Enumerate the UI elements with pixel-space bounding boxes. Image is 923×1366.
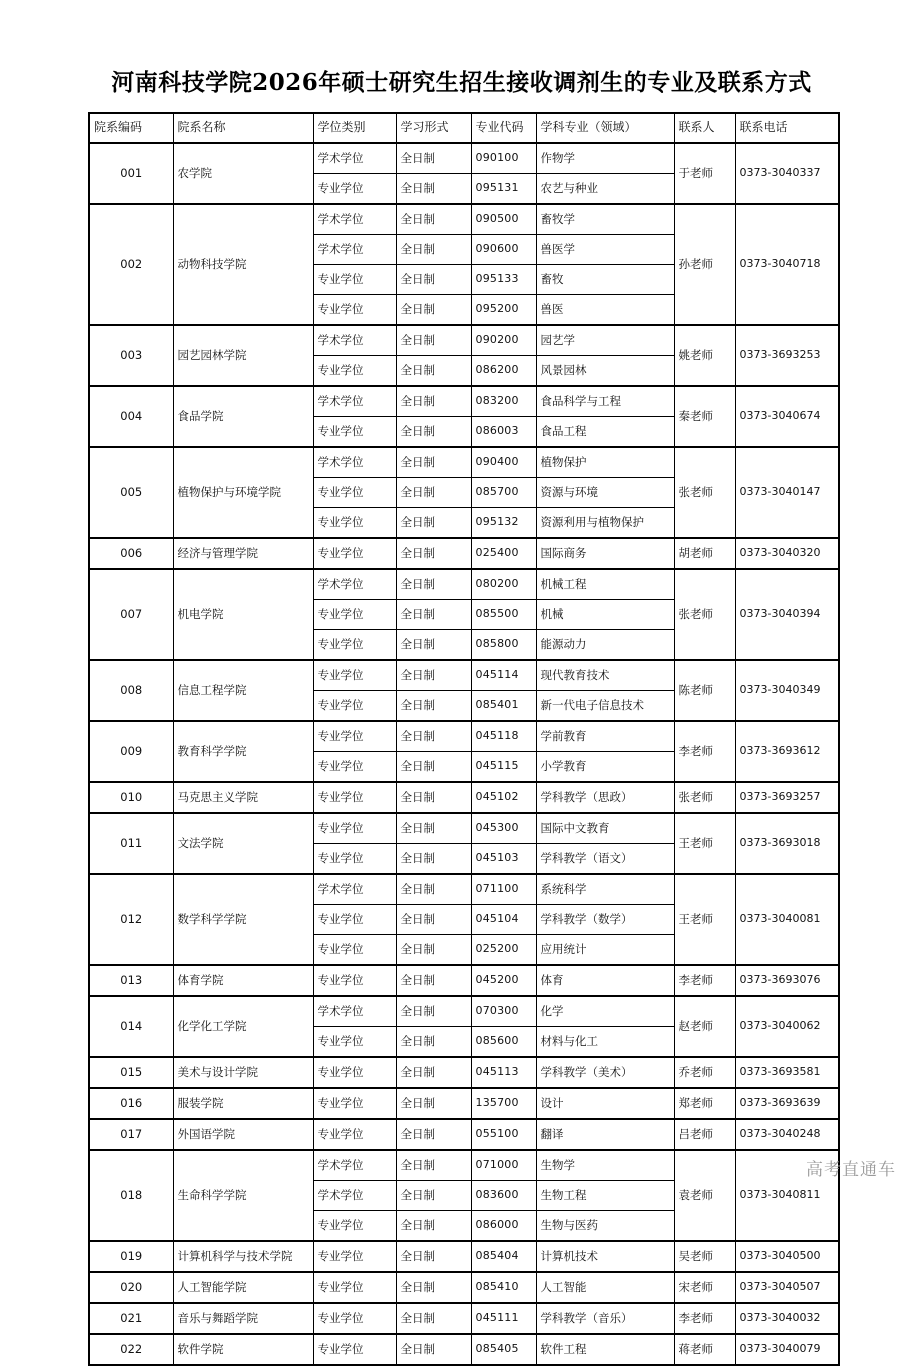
cell-contact-person: 郑老师 (674, 1088, 735, 1119)
cell-department-code: 019 (89, 1241, 173, 1272)
cell-field: 植物保护 (536, 447, 674, 478)
cell-major-code: 095131 (471, 174, 536, 205)
cell-department-name: 音乐与舞蹈学院 (173, 1303, 313, 1334)
cell-major-code: 090500 (471, 204, 536, 235)
cell-department-code: 016 (89, 1088, 173, 1119)
table-row (89, 204, 839, 235)
cell-major-code: 086200 (471, 356, 536, 387)
cell-degree-type: 专业学位 (313, 813, 396, 844)
cell-degree-type: 专业学位 (313, 1272, 396, 1303)
cell-study-form: 全日制 (396, 1303, 471, 1334)
cell-contact-phone: 0373-3040032 (735, 1303, 839, 1334)
cell-study-form: 全日制 (396, 356, 471, 387)
cell-contact-person: 孙老师 (674, 204, 735, 325)
table-body (89, 143, 839, 1365)
cell-study-form: 全日制 (396, 1150, 471, 1181)
cell-major-code: 085700 (471, 478, 536, 508)
table-row (89, 325, 839, 356)
cell-degree-type: 专业学位 (313, 721, 396, 752)
cell-degree-type: 学术学位 (313, 386, 396, 417)
cell-field: 体育 (536, 965, 674, 996)
table-row (89, 569, 839, 600)
column-header-code: 院系编码 (89, 113, 173, 143)
cell-contact-person: 吕老师 (674, 1119, 735, 1150)
cell-department-name: 人工智能学院 (173, 1272, 313, 1303)
table-row (89, 813, 839, 844)
cell-contact-person: 李老师 (674, 1303, 735, 1334)
cell-field: 畜牧学 (536, 204, 674, 235)
cell-degree-type: 专业学位 (313, 965, 396, 996)
cell-contact-phone: 0373-3040674 (735, 386, 839, 447)
cell-department-name: 食品学院 (173, 386, 313, 447)
cell-contact-person: 王老师 (674, 813, 735, 874)
table-row (89, 1119, 839, 1150)
cell-study-form: 全日制 (396, 1088, 471, 1119)
cell-field: 学科教学（美术） (536, 1057, 674, 1088)
cell-department-code: 018 (89, 1150, 173, 1241)
cell-contact-person: 吴老师 (674, 1241, 735, 1272)
cell-major-code: 085405 (471, 1334, 536, 1365)
column-header-contact: 联系人 (674, 113, 735, 143)
cell-degree-type: 专业学位 (313, 1119, 396, 1150)
cell-department-name: 植物保护与环境学院 (173, 447, 313, 538)
cell-study-form: 全日制 (396, 235, 471, 265)
cell-study-form: 全日制 (396, 935, 471, 966)
cell-degree-type: 专业学位 (313, 1057, 396, 1088)
cell-contact-person: 秦老师 (674, 386, 735, 447)
cell-department-name: 文法学院 (173, 813, 313, 874)
table-row (89, 1150, 839, 1181)
cell-degree-type: 专业学位 (313, 356, 396, 387)
cell-degree-type: 专业学位 (313, 691, 396, 722)
table-row (89, 1334, 839, 1365)
cell-degree-type: 专业学位 (313, 295, 396, 326)
cell-study-form: 全日制 (396, 508, 471, 539)
table-header-row (89, 113, 839, 143)
cell-degree-type: 学术学位 (313, 143, 396, 174)
cell-field: 现代教育技术 (536, 660, 674, 691)
cell-department-code: 012 (89, 874, 173, 965)
cell-contact-phone: 0373-3040811 (735, 1150, 839, 1241)
cell-major-code: 090600 (471, 235, 536, 265)
page-title: 河南科技学院2026年硕士研究生招生接收调剂生的专业及联系方式 (111, 69, 812, 96)
cell-field: 计算机技术 (536, 1241, 674, 1272)
table-row (89, 1088, 839, 1119)
table-row (89, 538, 839, 569)
cell-study-form: 全日制 (396, 844, 471, 875)
cell-major-code: 071100 (471, 874, 536, 905)
cell-contact-phone: 0373-3040147 (735, 447, 839, 538)
cell-department-name: 计算机科学与技术学院 (173, 1241, 313, 1272)
cell-degree-type: 专业学位 (313, 1211, 396, 1242)
cell-field: 学科教学（思政） (536, 782, 674, 813)
cell-major-code: 070300 (471, 996, 536, 1027)
cell-field: 应用统计 (536, 935, 674, 966)
cell-department-name: 生命科学学院 (173, 1150, 313, 1241)
cell-field: 学科教学（语文） (536, 844, 674, 875)
cell-contact-phone: 0373-3693612 (735, 721, 839, 782)
cell-major-code: 095200 (471, 295, 536, 326)
cell-major-code: 055100 (471, 1119, 536, 1150)
cell-study-form: 全日制 (396, 1181, 471, 1211)
cell-department-name: 美术与设计学院 (173, 1057, 313, 1088)
cell-major-code: 083600 (471, 1181, 536, 1211)
column-header-study-form: 学习形式 (396, 113, 471, 143)
cell-department-name: 机电学院 (173, 569, 313, 660)
cell-department-code: 002 (89, 204, 173, 325)
column-header-degree-type: 学位类别 (313, 113, 396, 143)
table-row (89, 447, 839, 478)
cell-contact-person: 胡老师 (674, 538, 735, 569)
cell-study-form: 全日制 (396, 478, 471, 508)
cell-major-code: 045300 (471, 813, 536, 844)
table-row (89, 1303, 839, 1334)
cell-degree-type: 专业学位 (313, 508, 396, 539)
cell-degree-type: 学术学位 (313, 235, 396, 265)
cell-major-code: 025400 (471, 538, 536, 569)
cell-department-name: 教育科学学院 (173, 721, 313, 782)
table-row (89, 660, 839, 691)
cell-department-code: 020 (89, 1272, 173, 1303)
cell-contact-phone: 0373-3040320 (735, 538, 839, 569)
cell-study-form: 全日制 (396, 1057, 471, 1088)
cell-degree-type: 专业学位 (313, 1241, 396, 1272)
cell-department-code: 008 (89, 660, 173, 721)
cell-department-code: 022 (89, 1334, 173, 1365)
cell-major-code: 086000 (471, 1211, 536, 1242)
cell-field: 国际商务 (536, 538, 674, 569)
cell-degree-type: 专业学位 (313, 782, 396, 813)
cell-contact-phone: 0373-3040079 (735, 1334, 839, 1365)
cell-field: 学科教学（数学） (536, 905, 674, 935)
cell-field: 软件工程 (536, 1334, 674, 1365)
cell-contact-person: 陈老师 (674, 660, 735, 721)
cell-contact-phone: 0373-3693639 (735, 1088, 839, 1119)
cell-study-form: 全日制 (396, 569, 471, 600)
cell-major-code: 083200 (471, 386, 536, 417)
cell-contact-phone: 0373-3040507 (735, 1272, 839, 1303)
cell-department-name: 化学化工学院 (173, 996, 313, 1057)
cell-study-form: 全日制 (396, 996, 471, 1027)
cell-department-code: 011 (89, 813, 173, 874)
cell-contact-phone: 0373-3693018 (735, 813, 839, 874)
table-row (89, 782, 839, 813)
cell-field: 学科教学（音乐） (536, 1303, 674, 1334)
cell-contact-person: 于老师 (674, 143, 735, 204)
cell-contact-person: 袁老师 (674, 1150, 735, 1241)
cell-department-name: 园艺园林学院 (173, 325, 313, 386)
cell-study-form: 全日制 (396, 874, 471, 905)
cell-department-name: 服装学院 (173, 1088, 313, 1119)
cell-study-form: 全日制 (396, 721, 471, 752)
cell-field: 材料与化工 (536, 1027, 674, 1058)
cell-field: 食品科学与工程 (536, 386, 674, 417)
cell-field: 新一代电子信息技术 (536, 691, 674, 722)
table-row (89, 721, 839, 752)
cell-study-form: 全日制 (396, 965, 471, 996)
cell-field: 生物工程 (536, 1181, 674, 1211)
cell-field: 机械工程 (536, 569, 674, 600)
cell-degree-type: 专业学位 (313, 905, 396, 935)
cell-field: 食品工程 (536, 417, 674, 448)
cell-field: 小学教育 (536, 752, 674, 783)
cell-field: 园艺学 (536, 325, 674, 356)
cell-study-form: 全日制 (396, 1272, 471, 1303)
cell-degree-type: 专业学位 (313, 630, 396, 661)
cell-degree-type: 专业学位 (313, 174, 396, 205)
cell-contact-person: 张老师 (674, 447, 735, 538)
cell-study-form: 全日制 (396, 905, 471, 935)
cell-contact-person: 乔老师 (674, 1057, 735, 1088)
cell-study-form: 全日制 (396, 538, 471, 569)
cell-major-code: 085800 (471, 630, 536, 661)
cell-contact-person: 李老师 (674, 721, 735, 782)
cell-study-form: 全日制 (396, 325, 471, 356)
cell-degree-type: 学术学位 (313, 1181, 396, 1211)
cell-field: 风景园林 (536, 356, 674, 387)
cell-major-code: 045104 (471, 905, 536, 935)
table-row (89, 965, 839, 996)
cell-field: 作物学 (536, 143, 674, 174)
cell-degree-type: 学术学位 (313, 447, 396, 478)
cell-field: 人工智能 (536, 1272, 674, 1303)
cell-contact-phone: 0373-3040248 (735, 1119, 839, 1150)
cell-department-code: 013 (89, 965, 173, 996)
cell-field: 畜牧 (536, 265, 674, 295)
cell-department-code: 010 (89, 782, 173, 813)
cell-study-form: 全日制 (396, 1211, 471, 1242)
cell-contact-phone: 0373-3040500 (735, 1241, 839, 1272)
table-row (89, 386, 839, 417)
cell-study-form: 全日制 (396, 1241, 471, 1272)
cell-major-code: 095133 (471, 265, 536, 295)
cell-department-name: 农学院 (173, 143, 313, 204)
cell-major-code: 045114 (471, 660, 536, 691)
cell-contact-person: 赵老师 (674, 996, 735, 1057)
cell-department-name: 经济与管理学院 (173, 538, 313, 569)
cell-contact-phone: 0373-3693076 (735, 965, 839, 996)
cell-field: 系统科学 (536, 874, 674, 905)
cell-department-code: 006 (89, 538, 173, 569)
cell-major-code: 045111 (471, 1303, 536, 1334)
cell-department-code: 014 (89, 996, 173, 1057)
cell-department-name: 马克思主义学院 (173, 782, 313, 813)
cell-contact-phone: 0373-3040081 (735, 874, 839, 965)
cell-study-form: 全日制 (396, 600, 471, 630)
cell-field: 生物与医药 (536, 1211, 674, 1242)
cell-major-code: 090100 (471, 143, 536, 174)
admissions-table-container (88, 112, 838, 1366)
cell-degree-type: 专业学位 (313, 417, 396, 448)
cell-study-form: 全日制 (396, 295, 471, 326)
cell-major-code: 045103 (471, 844, 536, 875)
table-row (89, 1241, 839, 1272)
cell-major-code: 086003 (471, 417, 536, 448)
column-header-field: 学科专业（领域） (536, 113, 674, 143)
cell-department-name: 动物科技学院 (173, 204, 313, 325)
cell-major-code: 045118 (471, 721, 536, 752)
cell-study-form: 全日制 (396, 691, 471, 722)
cell-degree-type: 专业学位 (313, 1027, 396, 1058)
cell-department-code: 007 (89, 569, 173, 660)
column-header-phone: 联系电话 (735, 113, 839, 143)
table-row (89, 143, 839, 174)
cell-field: 资源与环境 (536, 478, 674, 508)
cell-department-code: 017 (89, 1119, 173, 1150)
cell-field: 设计 (536, 1088, 674, 1119)
cell-department-name: 信息工程学院 (173, 660, 313, 721)
cell-study-form: 全日制 (396, 174, 471, 205)
table-row (89, 996, 839, 1027)
cell-major-code: 090400 (471, 447, 536, 478)
column-header-major-code: 专业代码 (471, 113, 536, 143)
cell-field: 国际中文教育 (536, 813, 674, 844)
cell-degree-type: 专业学位 (313, 935, 396, 966)
cell-degree-type: 专业学位 (313, 600, 396, 630)
cell-department-code: 005 (89, 447, 173, 538)
cell-field: 兽医 (536, 295, 674, 326)
cell-contact-person: 姚老师 (674, 325, 735, 386)
cell-department-code: 015 (89, 1057, 173, 1088)
watermark: 高考直通车 (806, 1160, 896, 1180)
cell-contact-phone: 0373-3693581 (735, 1057, 839, 1088)
cell-degree-type: 专业学位 (313, 478, 396, 508)
cell-contact-person: 王老师 (674, 874, 735, 965)
cell-contact-phone: 0373-3040718 (735, 204, 839, 325)
cell-study-form: 全日制 (396, 1334, 471, 1365)
cell-study-form: 全日制 (396, 752, 471, 783)
cell-field: 能源动力 (536, 630, 674, 661)
cell-study-form: 全日制 (396, 386, 471, 417)
cell-study-form: 全日制 (396, 813, 471, 844)
cell-degree-type: 专业学位 (313, 844, 396, 875)
cell-major-code: 135700 (471, 1088, 536, 1119)
cell-degree-type: 专业学位 (313, 1088, 396, 1119)
cell-study-form: 全日制 (396, 204, 471, 235)
cell-study-form: 全日制 (396, 265, 471, 295)
cell-major-code: 085410 (471, 1272, 536, 1303)
cell-degree-type: 学术学位 (313, 1150, 396, 1181)
cell-department-code: 003 (89, 325, 173, 386)
cell-department-code: 009 (89, 721, 173, 782)
cell-study-form: 全日制 (396, 782, 471, 813)
cell-contact-phone: 0373-3040337 (735, 143, 839, 204)
table-row (89, 1272, 839, 1303)
cell-field: 农艺与种业 (536, 174, 674, 205)
cell-major-code: 085500 (471, 600, 536, 630)
cell-study-form: 全日制 (396, 1027, 471, 1058)
cell-contact-person: 宋老师 (674, 1272, 735, 1303)
cell-field: 翻译 (536, 1119, 674, 1150)
cell-department-name: 软件学院 (173, 1334, 313, 1365)
cell-degree-type: 学术学位 (313, 569, 396, 600)
cell-study-form: 全日制 (396, 143, 471, 174)
cell-contact-phone: 0373-3693253 (735, 325, 839, 386)
cell-major-code: 090200 (471, 325, 536, 356)
cell-study-form: 全日制 (396, 630, 471, 661)
cell-major-code: 095132 (471, 508, 536, 539)
cell-major-code: 045113 (471, 1057, 536, 1088)
cell-degree-type: 学术学位 (313, 325, 396, 356)
cell-field: 化学 (536, 996, 674, 1027)
cell-degree-type: 专业学位 (313, 752, 396, 783)
cell-contact-phone: 0373-3040394 (735, 569, 839, 660)
cell-major-code: 080200 (471, 569, 536, 600)
cell-degree-type: 专业学位 (313, 1334, 396, 1365)
cell-department-code: 001 (89, 143, 173, 204)
cell-degree-type: 专业学位 (313, 1303, 396, 1334)
cell-contact-phone: 0373-3040062 (735, 996, 839, 1057)
cell-contact-phone: 0373-3693257 (735, 782, 839, 813)
cell-field: 生物学 (536, 1150, 674, 1181)
cell-major-code: 085600 (471, 1027, 536, 1058)
cell-department-name: 数学科学学院 (173, 874, 313, 965)
cell-major-code: 085401 (471, 691, 536, 722)
cell-degree-type: 学术学位 (313, 996, 396, 1027)
cell-department-name: 外国语学院 (173, 1119, 313, 1150)
cell-field: 兽医学 (536, 235, 674, 265)
cell-contact-person: 张老师 (674, 782, 735, 813)
cell-degree-type: 学术学位 (313, 204, 396, 235)
cell-contact-person: 张老师 (674, 569, 735, 660)
cell-contact-phone: 0373-3040349 (735, 660, 839, 721)
cell-study-form: 全日制 (396, 660, 471, 691)
cell-study-form: 全日制 (396, 1119, 471, 1150)
cell-major-code: 045200 (471, 965, 536, 996)
cell-department-code: 004 (89, 386, 173, 447)
cell-degree-type: 学术学位 (313, 874, 396, 905)
cell-field: 学前教育 (536, 721, 674, 752)
cell-degree-type: 专业学位 (313, 538, 396, 569)
table-row (89, 874, 839, 905)
cell-study-form: 全日制 (396, 417, 471, 448)
cell-degree-type: 专业学位 (313, 265, 396, 295)
cell-field: 资源利用与植物保护 (536, 508, 674, 539)
cell-contact-person: 李老师 (674, 965, 735, 996)
cell-study-form: 全日制 (396, 447, 471, 478)
cell-contact-person: 蒋老师 (674, 1334, 735, 1365)
cell-major-code: 025200 (471, 935, 536, 966)
cell-major-code: 071000 (471, 1150, 536, 1181)
cell-field: 机械 (536, 600, 674, 630)
cell-department-code: 021 (89, 1303, 173, 1334)
table-header (89, 113, 839, 143)
column-header-name: 院系名称 (173, 113, 313, 143)
admissions-table (88, 112, 840, 1366)
cell-degree-type: 专业学位 (313, 660, 396, 691)
cell-major-code: 045102 (471, 782, 536, 813)
table-row (89, 1057, 839, 1088)
cell-department-name: 体育学院 (173, 965, 313, 996)
cell-major-code: 045115 (471, 752, 536, 783)
cell-major-code: 085404 (471, 1241, 536, 1272)
